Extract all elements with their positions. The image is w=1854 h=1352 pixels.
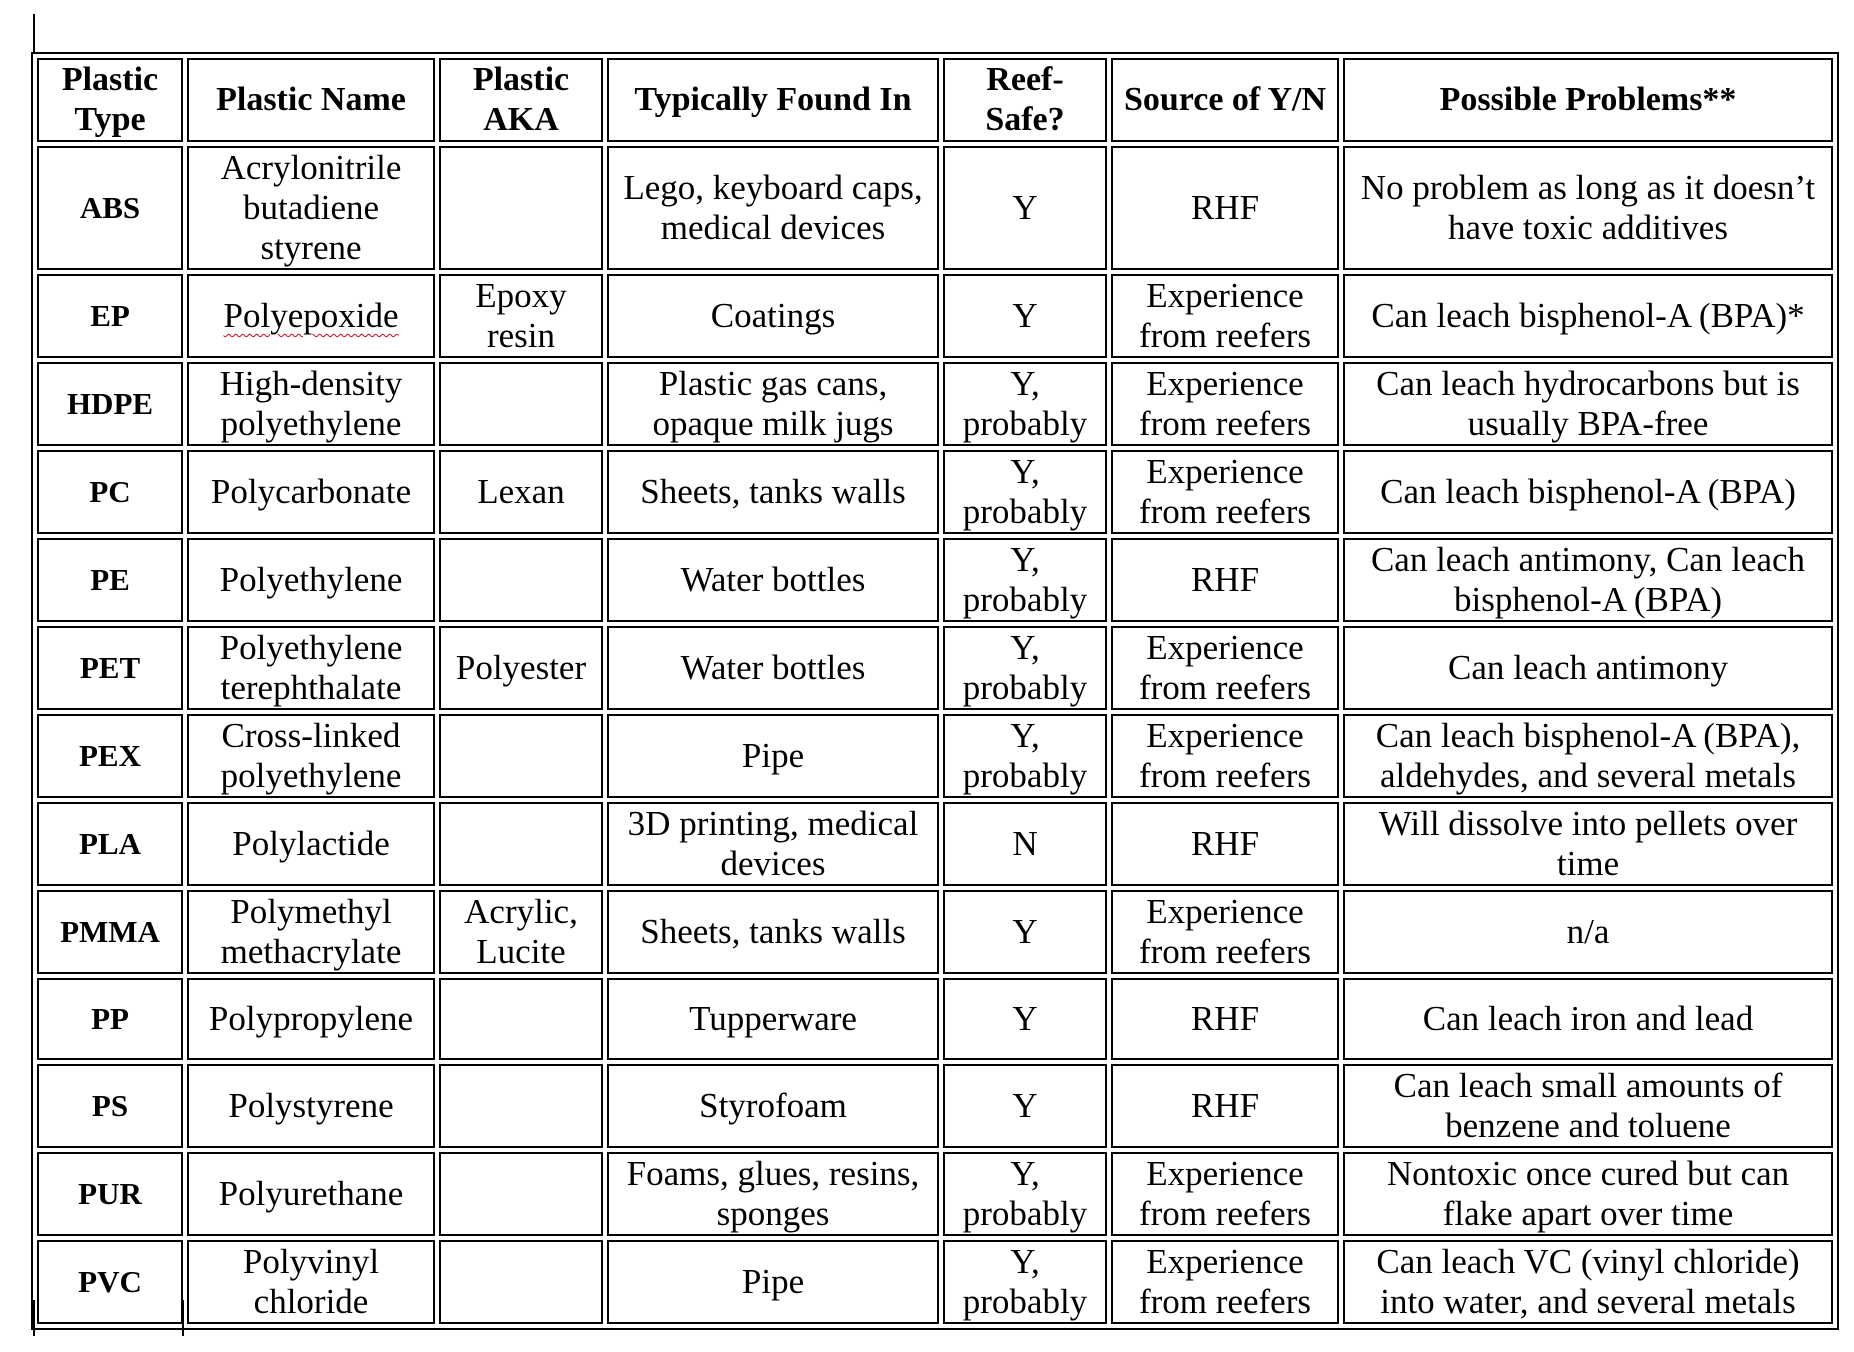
cell-source: Experience from reefers — [1111, 626, 1339, 710]
text-cursor — [33, 14, 35, 54]
cell-aka — [439, 978, 603, 1060]
cell-name: Polycarbonate — [187, 450, 435, 534]
cell-problems: No problem as long as it doesn’t have toxic additives — [1343, 146, 1833, 270]
table-row — [37, 1152, 1833, 1236]
cell-found-in: Pipe — [607, 1240, 939, 1324]
cell-source: RHF — [1111, 1064, 1339, 1148]
plastics-table — [31, 52, 1839, 1330]
cell-name: Polystyrene — [187, 1064, 435, 1148]
cell-source: RHF — [1111, 978, 1339, 1060]
cell-found-in: Water bottles — [607, 538, 939, 622]
cell-type: PET — [37, 626, 183, 710]
table-row — [37, 802, 1833, 886]
cell-name: High-density polyethylene — [187, 362, 435, 446]
cell-aka — [439, 146, 603, 270]
header-plastic-type: Plastic Type — [37, 58, 183, 142]
cell-source: RHF — [1111, 538, 1339, 622]
header-plastic-name: Plastic Name — [187, 58, 435, 142]
cell-type: PP — [37, 978, 183, 1060]
cell-name: Polyethylene — [187, 538, 435, 622]
cell-reef-safe: Y, probably — [943, 450, 1107, 534]
cell-name: Polymethyl methacrylate — [187, 890, 435, 974]
cell-reef-safe: Y, probably — [943, 626, 1107, 710]
cell-type: PEX — [37, 714, 183, 798]
table-row — [37, 978, 1833, 1060]
cell-reef-safe: Y, probably — [943, 1240, 1107, 1324]
cell-problems: Can leach small amounts of benzene and toluene — [1343, 1064, 1833, 1148]
cell-name: Acrylonitrile butadiene styrene — [187, 146, 435, 270]
cell-reef-safe: Y — [943, 146, 1107, 270]
cell-aka: Epoxy resin — [439, 274, 603, 358]
cell-source: Experience from reefers — [1111, 890, 1339, 974]
table-row — [37, 362, 1833, 446]
cell-reef-safe: Y, probably — [943, 714, 1107, 798]
cell-reef-safe: Y — [943, 274, 1107, 358]
cell-reef-safe: Y — [943, 978, 1107, 1060]
table-row — [37, 450, 1833, 534]
cell-name: Cross-linked polyethylene — [187, 714, 435, 798]
cell-found-in: Coatings — [607, 274, 939, 358]
cell-type: PUR — [37, 1152, 183, 1236]
cell-found-in: Pipe — [607, 714, 939, 798]
table-row — [37, 626, 1833, 710]
cell-name — [187, 274, 435, 358]
cell-problems: Can leach bisphenol-A (BPA) — [1343, 450, 1833, 534]
table-row — [37, 1064, 1833, 1148]
cell-problems: Nontoxic once cured but can flake apart over time — [1343, 1152, 1833, 1236]
cell-found-in: Water bottles — [607, 626, 939, 710]
cell-type: PMMA — [37, 890, 183, 974]
cell-aka — [439, 1240, 603, 1324]
cell-problems: Can leach antimony — [1343, 626, 1833, 710]
cell-name: Polyvinyl chloride — [187, 1240, 435, 1324]
cell-problems: n/a — [1343, 890, 1833, 974]
cell-reef-safe: Y — [943, 890, 1107, 974]
cell-aka — [439, 802, 603, 886]
header-found-in: Typically Found In — [607, 58, 939, 142]
cell-found-in: Sheets, tanks walls — [607, 450, 939, 534]
cell-aka: Polyester — [439, 626, 603, 710]
cell-found-in: Tupperware — [607, 978, 939, 1060]
cell-source: Experience from reefers — [1111, 362, 1339, 446]
cell-reef-safe: Y, probably — [943, 362, 1107, 446]
cell-problems: Can leach antimony, Can leach bisphenol-A (BPA) — [1343, 538, 1833, 622]
cell-reef-safe: Y, probably — [943, 1152, 1107, 1236]
cell-source: Experience from reefers — [1111, 1152, 1339, 1236]
cell-type: PE — [37, 538, 183, 622]
cell-found-in: 3D printing, medical devices — [607, 802, 939, 886]
cell-source: Experience from reefers — [1111, 450, 1339, 534]
cell-name: Polyurethane — [187, 1152, 435, 1236]
table-row — [37, 538, 1833, 622]
cell-reef-safe: Y — [943, 1064, 1107, 1148]
spellcheck-word[interactable]: Polyepoxide — [223, 296, 399, 335]
header-problems: Possible Problems** — [1343, 58, 1833, 142]
cell-aka — [439, 1152, 603, 1236]
cell-source: Experience from reefers — [1111, 1240, 1339, 1324]
cell-type: PS — [37, 1064, 183, 1148]
cell-found-in: Foams, glues, resins, sponges — [607, 1152, 939, 1236]
cell-reef-safe: Y, probably — [943, 538, 1107, 622]
cell-name: Polyethylene terephthalate — [187, 626, 435, 710]
cell-type: PVC — [37, 1240, 183, 1324]
cell-type: EP — [37, 274, 183, 358]
cell-source: RHF — [1111, 146, 1339, 270]
cell-found-in: Sheets, tanks walls — [607, 890, 939, 974]
table-row — [37, 146, 1833, 270]
cell-type: PC — [37, 450, 183, 534]
cell-reef-safe: N — [943, 802, 1107, 886]
cell-problems: Can leach iron and lead — [1343, 978, 1833, 1060]
cell-found-in: Lego, keyboard caps, medical devices — [607, 146, 939, 270]
table-row — [37, 890, 1833, 974]
header-reef-safe: Reef-Safe? — [943, 58, 1107, 142]
table-row — [37, 274, 1833, 358]
cell-type: PLA — [37, 802, 183, 886]
cell-problems: Can leach bisphenol-A (BPA), aldehydes, and several metals — [1343, 714, 1833, 798]
cell-aka: Acrylic, Lucite — [439, 890, 603, 974]
cell-problems: Can leach VC (vinyl chloride) into water, and several metals — [1343, 1240, 1833, 1324]
cell-aka — [439, 538, 603, 622]
cell-aka: Lexan — [439, 450, 603, 534]
header-source: Source of Y/N — [1111, 58, 1339, 142]
cell-aka — [439, 1064, 603, 1148]
cell-name: Polylactide — [187, 802, 435, 886]
header-row — [37, 58, 1833, 142]
cell-source: RHF — [1111, 802, 1339, 886]
table-row — [37, 714, 1833, 798]
cell-aka — [439, 714, 603, 798]
header-plastic-aka: Plastic AKA — [439, 58, 603, 142]
cell-type: HDPE — [37, 362, 183, 446]
cell-found-in: Styrofoam — [607, 1064, 939, 1148]
cell-source: Experience from reefers — [1111, 274, 1339, 358]
cell-name: Polypropylene — [187, 978, 435, 1060]
cell-type: ABS — [37, 146, 183, 270]
cell-found-in: Plastic gas cans, opaque milk jugs — [607, 362, 939, 446]
cell-problems: Can leach hydrocarbons but is usually BPA-free — [1343, 362, 1833, 446]
table-row — [37, 1240, 1833, 1324]
cell-source: Experience from reefers — [1111, 714, 1339, 798]
cell-problems: Will dissolve into pellets over time — [1343, 802, 1833, 886]
cell-problems: Can leach bisphenol-A (BPA)* — [1343, 274, 1833, 358]
cell-aka — [439, 362, 603, 446]
